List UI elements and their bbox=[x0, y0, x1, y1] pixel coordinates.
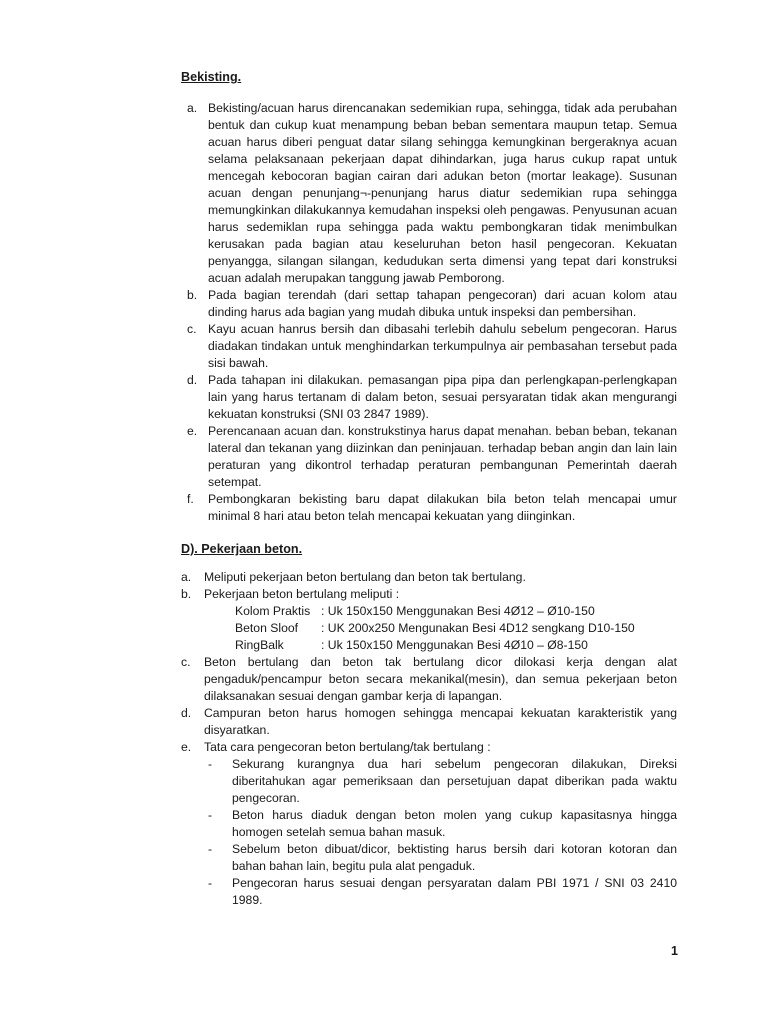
list-marker: d. bbox=[181, 706, 192, 720]
list-item bbox=[181, 654, 677, 705]
list-item bbox=[181, 739, 677, 909]
list-item bbox=[181, 586, 677, 654]
list-item-text: Campuran beton harus homogen sehingga mencapai kekuatan karakteristik yang disyaratkan. bbox=[204, 706, 677, 737]
bekisting-list bbox=[187, 100, 677, 525]
dash-bullet: - bbox=[208, 842, 213, 856]
list-item-text: Pada tahapan ini dilakukan. pemasangan pipa pipa dan perlengkapan-perlengkapan lain yang harus tertanam di dalam beton, sesuai persyaratan tidak akan mengurangi kekuatan konstruksi (SNI 03 2847 1989). bbox=[208, 373, 677, 421]
list-marker: f. bbox=[187, 492, 194, 506]
list-item-text: Beton bertulang dan beton tak bertulang dicor dilokasi kerja dengan alat pengaduk/pencampur beton secara mekanikal(mesin), dan semua pekerjaan beton dilaksanakan sesuai dengan gambar kerja di lapangan. bbox=[204, 655, 677, 703]
list-item bbox=[187, 491, 677, 525]
list-item bbox=[187, 321, 677, 372]
list-item-text: Perencanaan acuan dan. konstrukstinya harus dapat menahan. beban beban, tekanan lateral dan tekanan yang diizinkan dan peninjauan. terhadap beban angin dan lain lain peraturan yang dikontrol terhadap peraturan pembangunan Pemerintah daerah setempat. bbox=[208, 424, 677, 489]
list-marker: c. bbox=[181, 655, 191, 669]
spec-row bbox=[235, 637, 677, 654]
spec-name: Kolom Praktis bbox=[235, 604, 311, 618]
section-heading-bekisting: Bekisting. bbox=[181, 70, 242, 84]
list-item-text: Pembongkaran bekisting baru dapat dilakukan bila beton telah mencapai umur minimal 8 hari atau beton telah mencapai kekuatan yang diinginkan. bbox=[208, 492, 677, 523]
list-item-text: Bekisting/acuan harus direncanakan sedemikian rupa, sehingga, tidak ada perubahan bentuk dan cukup kuat menampung beban beban sementara maupun tetap. Semua acuan harus diberi penguat datar silang sehingga kemungkinan bergeraknya acuan selama pelaksanaan pekerjaan dapat dihindarkan, juga harus cukup rapat untuk mencegah kebocoran bagian cairan dari adukan beton (mortar leakage). Susunan acuan dengan penunjang¬-penunjang harus diatur sedemikian rupa sehingga memungkinkan dilakukannya kemudahan inspeksi oleh pengawas. Penyusunan acuan harus sedemiklan rupa sehingga pada waktu pembongkaran tidak menimbulkan kerusakan pada bagian atau keseluruhan beton hasil pengecoran. Kekuatan penyangga, silangan silangan, kedudukan serta dimensi yang tepat dari konstruksi acuan adalah merupakan tanggung jawab Pemborong. bbox=[208, 101, 677, 285]
list-marker: c. bbox=[187, 322, 197, 336]
list-item bbox=[187, 287, 677, 321]
list-marker: d. bbox=[187, 373, 198, 387]
spec-table bbox=[235, 603, 677, 654]
list-item bbox=[187, 100, 677, 287]
bullet-text: Sebelum beton dibuat/dicor, bektisting harus bersih dari kotoran kotoran dan bahan bahan lain, begitu pula alat pengaduk. bbox=[232, 842, 677, 873]
list-marker: a. bbox=[181, 570, 192, 584]
list-item bbox=[187, 372, 677, 423]
spec-value: : UK 200x250 Mengunakan Besi 4D12 sengkang D10-150 bbox=[321, 621, 635, 635]
pekerjaan-beton-list bbox=[181, 569, 677, 909]
list-item-text: Pada bagian terendah (dari settap tahapan pengecoran) dari acuan kolom atau dinding harus ada bagian yang mudah dibuka untuk inspeksi dan pembersihan. bbox=[208, 288, 677, 319]
bullet-item bbox=[208, 875, 677, 909]
dash-bullet: - bbox=[208, 808, 213, 822]
list-item bbox=[181, 705, 677, 739]
bullet-item bbox=[208, 756, 677, 807]
list-item-text: Pekerjaan beton bertulang meliputi : bbox=[204, 587, 400, 601]
dash-bullet: - bbox=[208, 757, 213, 771]
bullet-text: Pengecoran harus sesuai dengan persyaratan dalam PBI 1971 / SNI 03 2410 1989. bbox=[232, 876, 677, 907]
list-item-text: Tata cara pengecoran beton bertulang/tak bertulang : bbox=[204, 740, 491, 754]
bullet-text: Beton harus diaduk dengan beton molen yang cukup kapasitasnya hingga homogen setelah semua bahan masuk. bbox=[232, 808, 677, 839]
spec-name: RingBalk bbox=[235, 638, 284, 652]
list-marker: e. bbox=[187, 424, 198, 438]
list-marker: a. bbox=[187, 101, 198, 115]
bullet-list bbox=[208, 756, 677, 909]
list-marker: b. bbox=[187, 288, 198, 302]
bullet-text: Sekurang kurangnya dua hari sebelum pengecoran dilakukan, Direksi diberitahukan agar pemeriksaan dan persetujuan dapat diberikan pada waktu pengecoran. bbox=[232, 757, 677, 805]
list-item bbox=[181, 569, 677, 586]
bullet-item bbox=[208, 841, 677, 875]
list-marker: e. bbox=[181, 740, 192, 754]
list-item-text: Meliputi pekerjaan beton bertulang dan beton tak bertulang. bbox=[204, 570, 526, 584]
bullet-item bbox=[208, 807, 677, 841]
list-item-text: Kayu acuan hanrus bersih dan dibasahi terlebih dahulu sebelum pengecoran. Harus diadakan tindakan untuk menghindarkan terkumpulnya air pembasahan tersebut pada sisi bawah. bbox=[208, 322, 677, 370]
page-number: 1 bbox=[671, 944, 678, 958]
list-item bbox=[187, 423, 677, 491]
spec-value: : Uk 150x150 Menggunakan Besi 4Ø12 – Ø10-150 bbox=[321, 604, 595, 618]
section-heading-pekerjaan-beton: D). Pekerjaan beton. bbox=[181, 542, 303, 556]
spec-name: Beton Sloof bbox=[235, 621, 299, 635]
spec-value: : Uk 150x150 Menggunakan Besi 4Ø10 – Ø8-150 bbox=[321, 638, 588, 652]
spec-row bbox=[235, 603, 677, 620]
spec-row bbox=[235, 620, 677, 637]
list-marker: b. bbox=[181, 587, 192, 601]
dash-bullet: - bbox=[208, 876, 213, 890]
